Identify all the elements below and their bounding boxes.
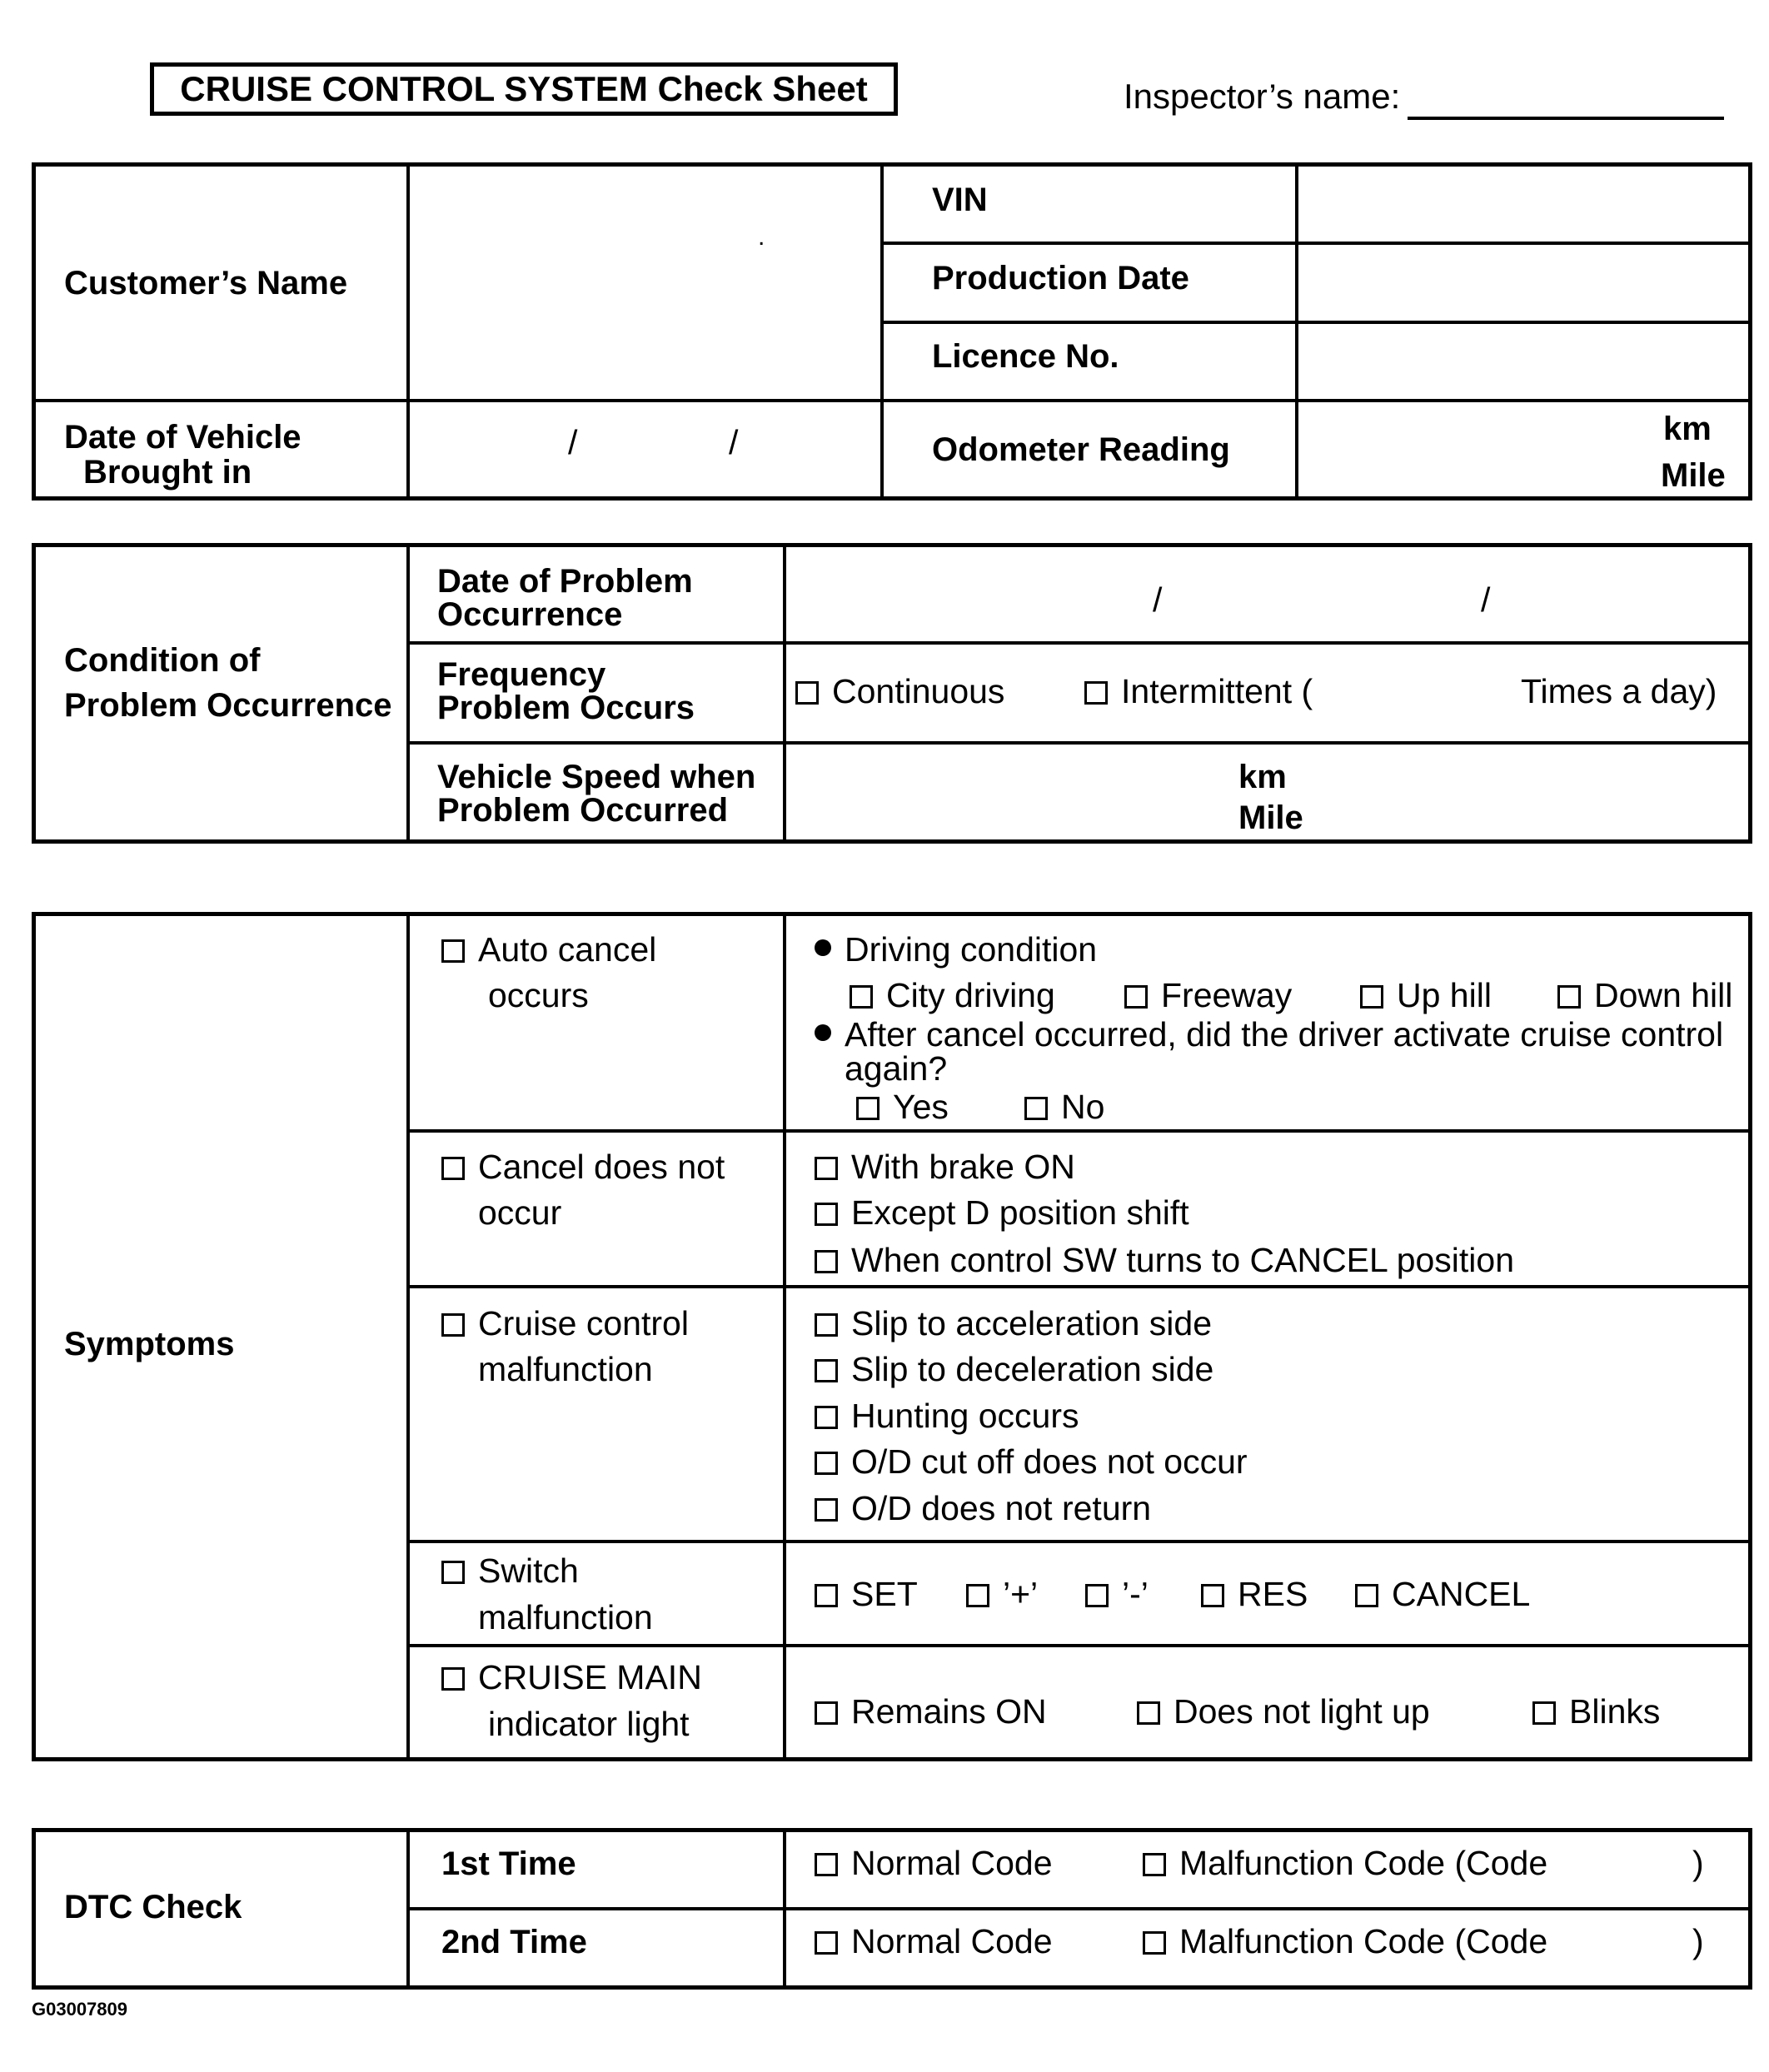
checkbox[interactable] xyxy=(815,1313,838,1337)
inspector-label: Inspector’s name: xyxy=(1124,77,1401,116)
cancel-not-occur-label-2: occur xyxy=(478,1193,562,1232)
option-up-hill[interactable]: Up hill xyxy=(1360,979,1492,1013)
option-brake-on[interactable]: With brake ON xyxy=(815,1150,1075,1184)
odometer-unit-km: km xyxy=(1663,411,1712,447)
checkbox[interactable] xyxy=(815,1498,838,1522)
date-brought-label-1: Date of Vehicle xyxy=(64,419,301,456)
symptoms-label: Symptoms xyxy=(64,1326,235,1362)
second-malfunction-code-option[interactable]: Malfunction Code (Code xyxy=(1143,1925,1547,1959)
odometer-label: Odometer Reading xyxy=(932,431,1230,468)
checkbox[interactable] xyxy=(441,1313,465,1337)
checkbox[interactable] xyxy=(815,1406,838,1429)
auto-cancel-option[interactable]: Auto cancel xyxy=(441,933,656,967)
option-od-cut[interactable]: O/D cut off does not occur xyxy=(815,1445,1248,1479)
checkbox[interactable] xyxy=(815,1701,838,1725)
checkbox[interactable] xyxy=(815,1584,838,1607)
second-time-label: 2nd Time xyxy=(441,1924,587,1960)
option-slip-acceleration[interactable]: Slip to acceleration side xyxy=(815,1307,1212,1341)
checkbox[interactable] xyxy=(815,1203,838,1226)
checkbox[interactable] xyxy=(1137,1701,1160,1725)
option-slip-deceleration[interactable]: Slip to deceleration side xyxy=(815,1352,1213,1387)
speed-unit-km: km xyxy=(1238,759,1287,795)
option-down-hill[interactable]: Down hill xyxy=(1557,979,1732,1013)
option-no[interactable]: No xyxy=(1024,1090,1104,1124)
production-date-label: Production Date xyxy=(932,260,1189,296)
checkbox[interactable] xyxy=(1355,1584,1378,1607)
checkbox[interactable] xyxy=(1084,681,1108,705)
checkbox[interactable] xyxy=(815,1452,838,1475)
checkbox[interactable] xyxy=(795,681,819,705)
dtc-label: DTC Check xyxy=(64,1889,242,1925)
option-cancel[interactable]: CANCEL xyxy=(1355,1577,1530,1611)
checkbox[interactable] xyxy=(441,1667,465,1691)
close-paren: ) xyxy=(1692,1844,1704,1882)
checkbox[interactable] xyxy=(441,1157,465,1180)
problem-date-label-2: Occurrence xyxy=(437,596,623,633)
cancel-not-occur-option[interactable]: Cancel does not xyxy=(441,1150,725,1184)
second-normal-code-option[interactable]: Normal Code xyxy=(815,1925,1053,1959)
figure-id: G03007809 xyxy=(32,1999,127,2020)
first-time-label: 1st Time xyxy=(441,1845,576,1882)
date-separator: / xyxy=(1153,580,1163,619)
option-does-not-light[interactable]: Does not light up xyxy=(1137,1695,1430,1729)
condition-label-2: Problem Occurrence xyxy=(64,687,392,724)
checkbox[interactable] xyxy=(850,985,873,1009)
option-set[interactable]: SET xyxy=(815,1577,918,1611)
frequency-label-2: Problem Occurs xyxy=(437,690,695,726)
odometer-unit-mile: Mile xyxy=(1661,457,1726,494)
cruise-malfunction-option[interactable]: Cruise control xyxy=(441,1307,689,1341)
sheet-title: CRUISE CONTROL SYSTEM Check Sheet xyxy=(150,62,898,116)
checkbox[interactable] xyxy=(1360,985,1383,1009)
condition-label-1: Condition of xyxy=(64,642,261,679)
checkbox[interactable] xyxy=(815,1250,838,1273)
vin-label: VIN xyxy=(932,182,988,218)
checkbox[interactable] xyxy=(1532,1701,1556,1725)
close-paren: ) xyxy=(1692,1922,1704,1960)
auto-cancel-label-2: occurs xyxy=(488,976,589,1014)
date-separator: / xyxy=(568,423,578,461)
checkbox[interactable] xyxy=(815,1157,838,1180)
checkbox[interactable] xyxy=(1124,985,1148,1009)
checkbox[interactable] xyxy=(815,1359,838,1382)
problem-date-label-1: Date of Problem xyxy=(437,563,693,600)
option-control-sw[interactable]: When control SW turns to CANCEL position xyxy=(815,1243,1514,1278)
option-minus[interactable]: ’-’ xyxy=(1085,1577,1149,1611)
frequency-label-1: Frequency xyxy=(437,656,606,693)
customer-name-field[interactable] xyxy=(411,167,878,396)
cruise-malfunction-label-2: malfunction xyxy=(478,1350,653,1388)
first-normal-code-option[interactable]: Normal Code xyxy=(815,1846,1053,1880)
switch-malfunction-option[interactable]: Switch xyxy=(441,1554,579,1588)
main-indicator-label-2: indicator light xyxy=(488,1705,690,1743)
checkbox[interactable] xyxy=(815,1931,838,1955)
option-remains-on[interactable]: Remains ON xyxy=(815,1695,1047,1729)
checkbox[interactable] xyxy=(1143,1931,1166,1955)
after-cancel-question: After cancel occurred, did the driver activate cruise control xyxy=(815,1018,1723,1052)
driving-condition-label: Driving condition xyxy=(815,933,1097,967)
inspector-name-line[interactable] xyxy=(1408,117,1724,120)
speed-unit-mile: Mile xyxy=(1238,799,1303,836)
bullet-icon xyxy=(815,939,831,956)
option-freeway[interactable]: Freeway xyxy=(1124,979,1292,1013)
speed-label-1: Vehicle Speed when xyxy=(437,759,756,795)
checkbox[interactable] xyxy=(1557,985,1581,1009)
times-a-day-label: Times a day) xyxy=(1521,672,1717,710)
checkbox[interactable] xyxy=(1201,1584,1224,1607)
option-hunting[interactable]: Hunting occurs xyxy=(815,1399,1079,1433)
speed-label-2: Problem Occurred xyxy=(437,792,729,829)
option-continuous[interactable]: Continuous xyxy=(795,675,1004,709)
option-blinks[interactable]: Blinks xyxy=(1532,1695,1660,1729)
option-city-driving[interactable]: City driving xyxy=(850,979,1055,1013)
option-plus[interactable]: ’+’ xyxy=(966,1577,1038,1611)
checkbox[interactable] xyxy=(966,1584,989,1607)
bullet-icon xyxy=(815,1024,831,1041)
production-date-field[interactable] xyxy=(1300,246,1750,319)
option-intermittent[interactable]: Intermittent ( xyxy=(1084,675,1313,709)
checkbox[interactable] xyxy=(815,1853,838,1876)
option-yes[interactable]: Yes xyxy=(856,1090,949,1124)
date-brought-label-2: Brought in xyxy=(83,454,252,491)
customer-name-label: Customer’s Name xyxy=(64,265,348,301)
checkbox[interactable] xyxy=(1085,1584,1109,1607)
licence-label: Licence No. xyxy=(932,338,1119,375)
checkbox[interactable] xyxy=(856,1097,880,1120)
after-cancel-question-2: again? xyxy=(845,1049,948,1088)
checkbox[interactable] xyxy=(1143,1853,1166,1876)
date-separator: / xyxy=(729,423,739,461)
checkbox[interactable] xyxy=(441,939,465,963)
licence-field[interactable] xyxy=(1300,325,1750,396)
option-res[interactable]: RES xyxy=(1201,1577,1308,1611)
vin-field[interactable] xyxy=(1300,167,1750,240)
date-separator: / xyxy=(1481,580,1491,619)
first-malfunction-code-option[interactable]: Malfunction Code (Code xyxy=(1143,1846,1547,1880)
main-indicator-option[interactable]: CRUISE MAIN xyxy=(441,1661,702,1695)
option-od-return[interactable]: O/D does not return xyxy=(815,1492,1151,1526)
checkbox[interactable] xyxy=(441,1561,465,1584)
switch-malfunction-label-2: malfunction xyxy=(478,1598,653,1636)
checkbox[interactable] xyxy=(1024,1097,1048,1120)
stray-dot: . xyxy=(758,223,765,251)
option-except-d[interactable]: Except D position shift xyxy=(815,1196,1189,1230)
